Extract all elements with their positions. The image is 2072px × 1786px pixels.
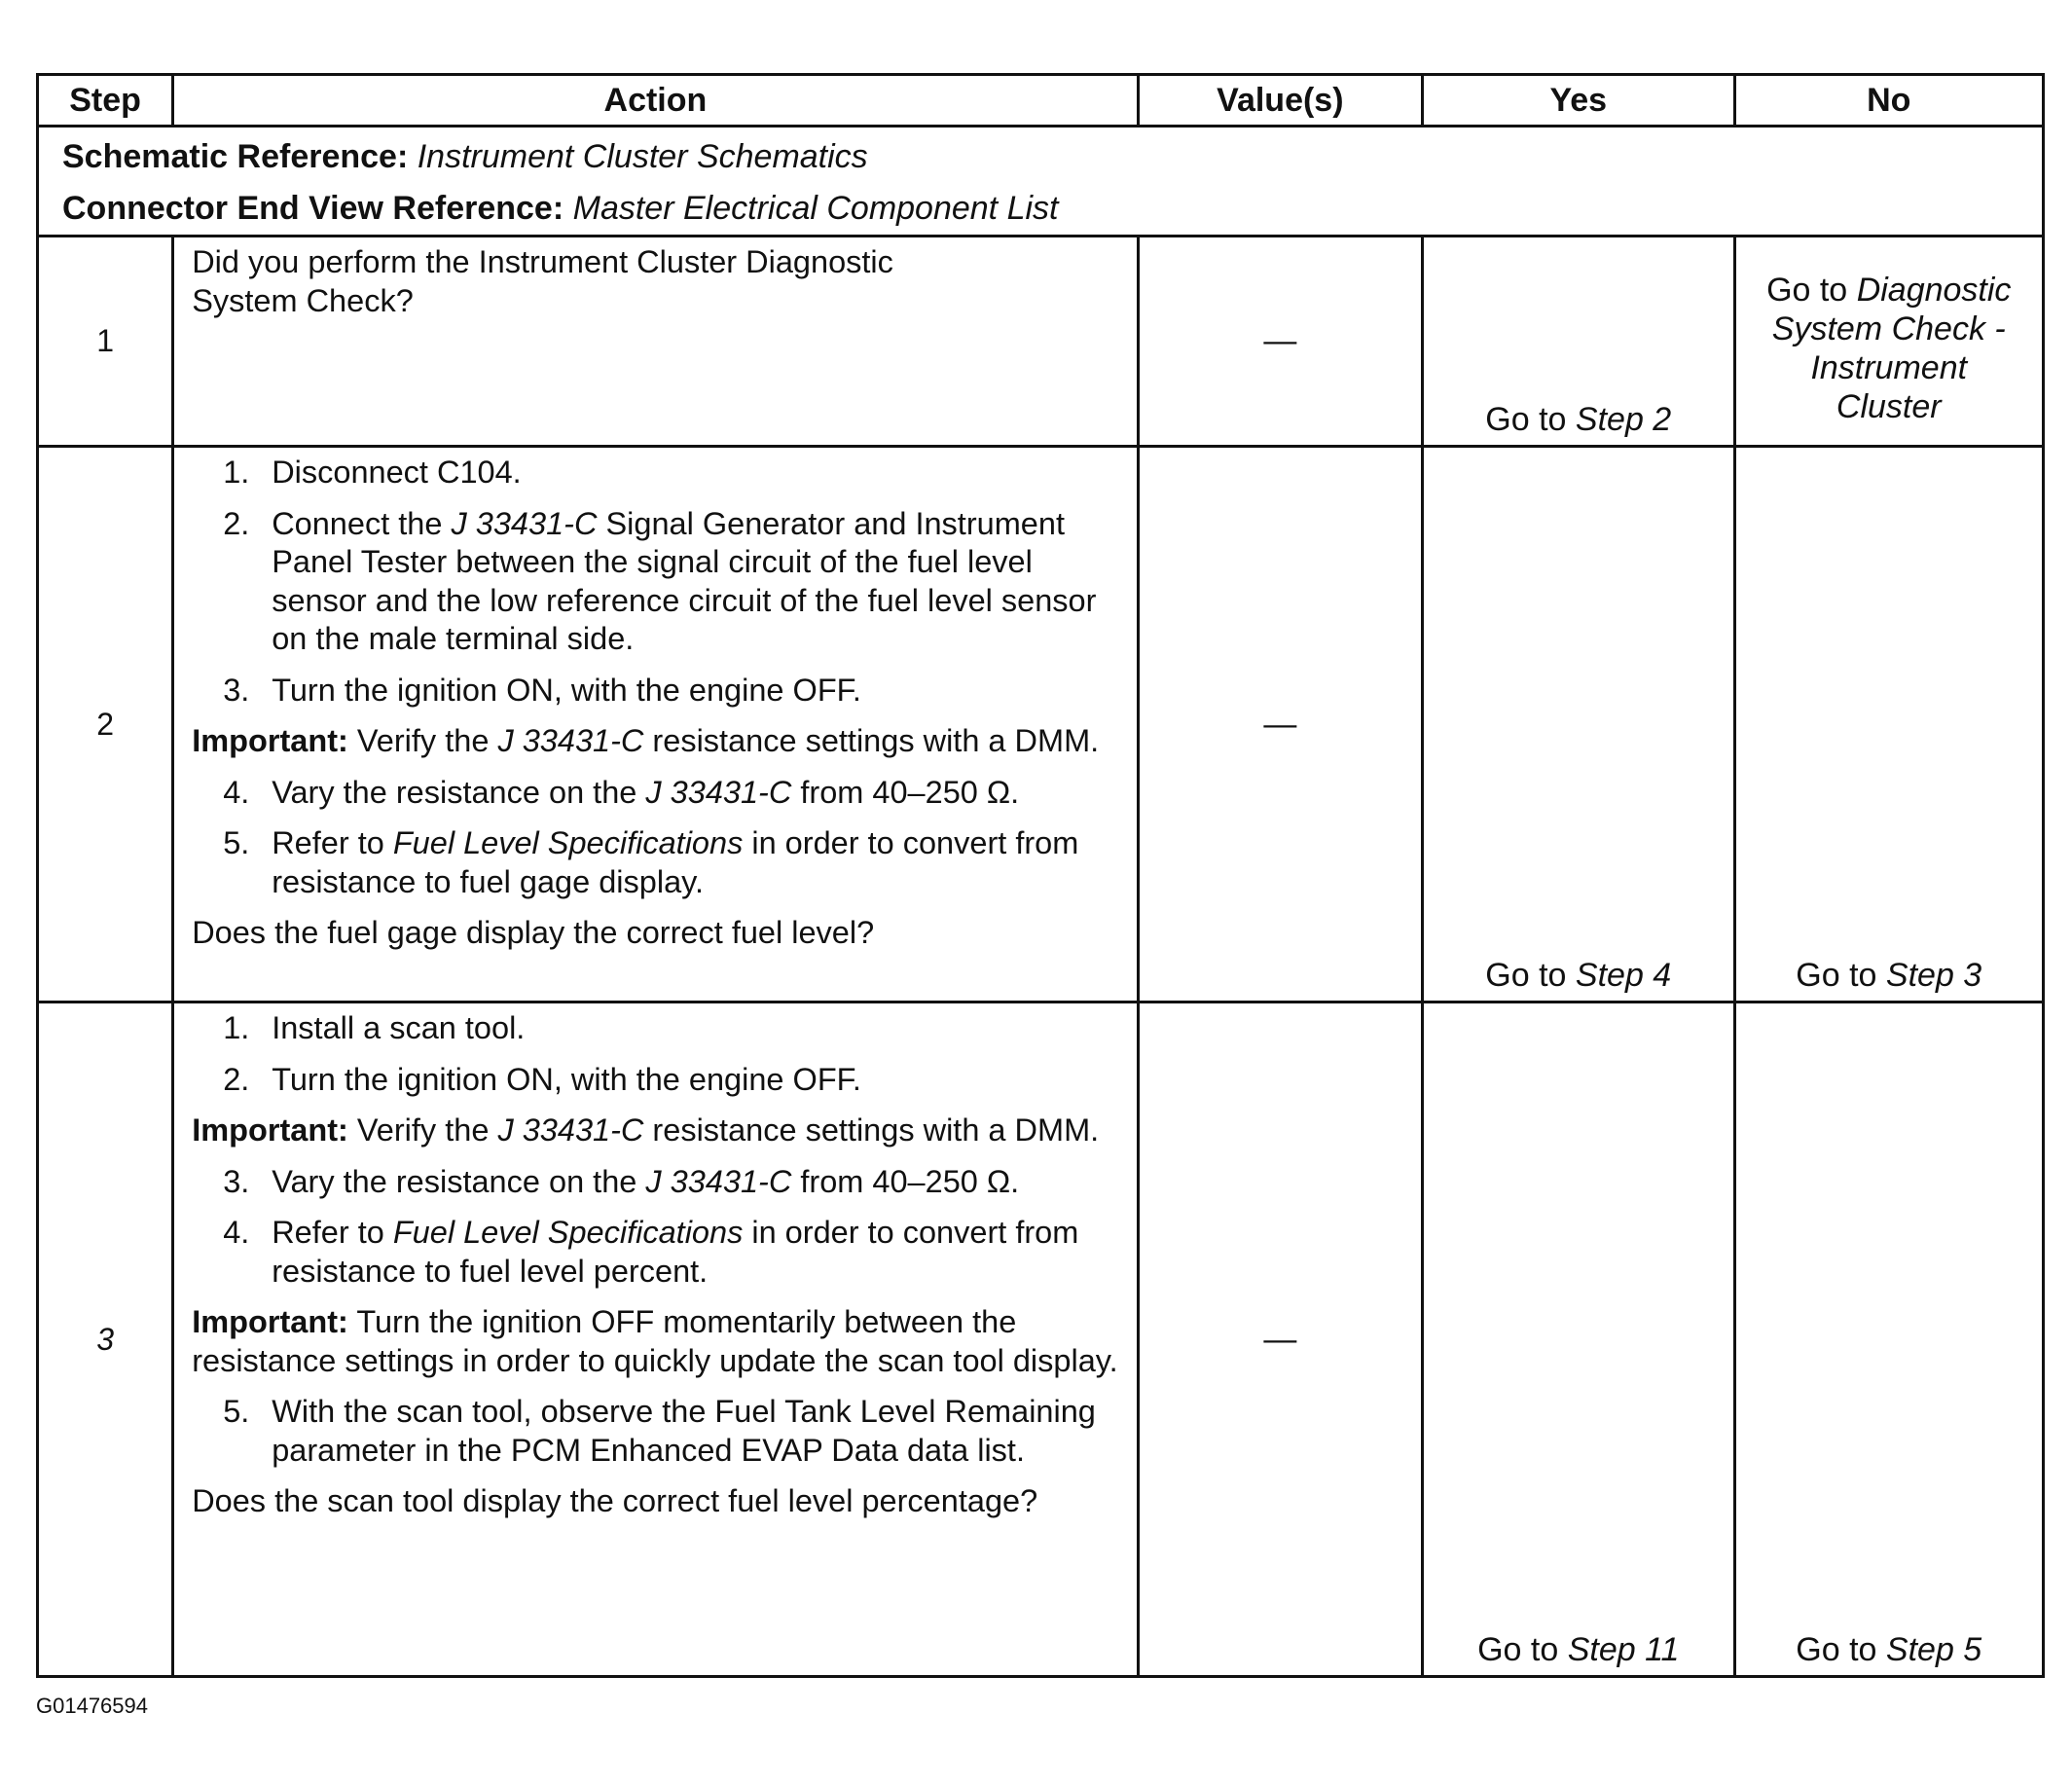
- step-number: 2: [38, 447, 173, 1002]
- step-number: 3: [38, 1002, 173, 1677]
- important-label: Important:: [192, 1112, 348, 1148]
- list-item: [192, 1214, 1124, 1291]
- yes-cell: [1423, 1002, 1734, 1677]
- connector-reference: [62, 183, 2042, 235]
- list-item: [192, 1163, 1124, 1202]
- schematic-reference-link[interactable]: Instrument Cluster Schematics: [417, 138, 868, 175]
- tool-name: J 33431-C: [645, 774, 792, 810]
- item-text: Vary the resistance on the: [272, 774, 646, 810]
- header-action: Action: [173, 75, 1138, 127]
- no-cell: [1734, 1002, 2044, 1677]
- diagnostic-table: [36, 73, 2045, 1678]
- header-step: Step: [38, 75, 173, 127]
- item-text: Vary the resistance on the: [272, 1163, 646, 1199]
- yes-cell: [1423, 237, 1734, 447]
- diagnostic-table-container: [36, 73, 2045, 1678]
- item-text: Refer to: [272, 1215, 393, 1250]
- no-cell: [1734, 237, 2044, 447]
- item-text: in order to convert from resistance to fuel gage display.: [272, 825, 1079, 899]
- item-text: from 40–250 Ω.: [791, 1163, 1020, 1199]
- item-text: Install a scan tool.: [272, 1010, 526, 1045]
- no-step-link[interactable]: Step 5: [1885, 1631, 1982, 1668]
- item-text: With the scan tool, observe the Fuel Tank Level Remaining parameter in the PCM Enhanced EVAP Data data list.: [272, 1394, 1096, 1468]
- note-text: resistance settings with a DMM.: [643, 1112, 1100, 1148]
- list-item: [192, 824, 1124, 901]
- figure-code: G01476594: [36, 1694, 148, 1718]
- item-number: 3.: [223, 1163, 250, 1199]
- list-item: [192, 454, 1124, 492]
- tool-name: J 33431-C: [497, 723, 644, 758]
- item-text: Connect the: [272, 505, 452, 541]
- action-cell: [173, 237, 1138, 447]
- table-row-step-3: [38, 1002, 2044, 1677]
- header-yes: Yes: [1423, 75, 1734, 127]
- item-number: 5.: [223, 1394, 250, 1429]
- go-to-text: Go to: [1796, 957, 1877, 994]
- list-item: [192, 1009, 1124, 1048]
- go-to-text: Go to: [1766, 271, 1848, 309]
- yes-step-link[interactable]: Step 4: [1575, 957, 1672, 994]
- value-cell: —: [1138, 447, 1422, 1002]
- important-note: [192, 1303, 1124, 1380]
- important-label: Important:: [192, 1304, 348, 1339]
- item-text: Signal Generator and Instrument Panel Tester between the signal circuit of the fuel level sensor and the low reference circuit of the fuel level sensor on the male terminal side.: [272, 505, 1097, 656]
- list-item: [192, 672, 1124, 711]
- header-row: [38, 75, 2044, 127]
- no-link-part[interactable]: Cluster: [1836, 387, 1942, 425]
- step-question: [192, 243, 1124, 320]
- go-to-text: Go to: [1796, 1631, 1877, 1668]
- header-values: Value(s): [1138, 75, 1422, 127]
- connector-reference-label: Connector End View Reference:: [62, 190, 564, 227]
- reference-row: [38, 127, 2044, 237]
- item-text: from 40–250 Ω.: [791, 774, 1020, 810]
- go-to-text: Go to: [1485, 401, 1567, 438]
- step-question: Does the fuel gage display the correct fuel level?: [192, 915, 875, 950]
- step-number: 1: [38, 237, 173, 447]
- connector-reference-link[interactable]: Master Electrical Component List: [572, 190, 1059, 227]
- tool-name: J 33431-C: [497, 1112, 644, 1148]
- step-question: Does the scan tool display the correct fuel level percentage?: [192, 1483, 1038, 1518]
- specifications-link[interactable]: Fuel Level Specifications: [392, 825, 744, 860]
- important-note: [192, 1112, 1124, 1150]
- go-to-text: Go to: [1485, 957, 1567, 994]
- item-number: 2.: [223, 505, 250, 541]
- item-number: 3.: [223, 672, 250, 708]
- no-cell: [1734, 447, 2044, 1002]
- item-text: Disconnect C104.: [272, 455, 522, 490]
- yes-step-link[interactable]: Step 2: [1575, 401, 1672, 438]
- action-cell: [173, 447, 1138, 1002]
- table-row-step-1: [38, 237, 2044, 447]
- header-no: No: [1734, 75, 2044, 127]
- tool-name: J 33431-C: [645, 1163, 792, 1199]
- item-number: 5.: [223, 825, 250, 860]
- item-text: in order to convert from resistance to fuel level percent.: [272, 1215, 1079, 1289]
- no-link-part[interactable]: System Check -: [1771, 310, 2006, 347]
- list-item: [192, 774, 1124, 813]
- list-item: [192, 1393, 1124, 1470]
- item-number: 1.: [223, 455, 250, 490]
- no-step-link[interactable]: Step 3: [1885, 957, 1982, 994]
- tool-name: J 33431-C: [451, 505, 598, 541]
- table-row-step-2: [38, 447, 2044, 1002]
- list-item: [192, 1061, 1124, 1100]
- item-text: Turn the ignition ON, with the engine OFF.: [272, 1061, 861, 1097]
- list-item: [192, 505, 1124, 659]
- value-cell: —: [1138, 1002, 1422, 1677]
- item-text: Refer to: [272, 825, 393, 860]
- yes-cell: [1423, 447, 1734, 1002]
- value-cell: —: [1138, 237, 1422, 447]
- note-text: Verify the: [347, 1112, 498, 1148]
- yes-step-link[interactable]: Step 11: [1567, 1631, 1680, 1668]
- reference-cell: [38, 127, 2044, 237]
- schematic-reference: [62, 131, 2042, 183]
- note-text: Turn the ignition OFF momentarily between the resistance settings in order to quickly update the scan tool display.: [192, 1304, 1118, 1378]
- question-line: Did you perform the Instrument Cluster Diagnostic: [192, 244, 893, 279]
- no-link-part[interactable]: Diagnostic: [1856, 271, 2012, 309]
- question-line: System Check?: [192, 282, 414, 318]
- important-note: [192, 722, 1124, 761]
- go-to-text: Go to: [1477, 1631, 1559, 1668]
- item-number: 4.: [223, 1215, 250, 1250]
- item-number: 4.: [223, 774, 250, 810]
- item-number: 1.: [223, 1010, 250, 1045]
- specifications-link[interactable]: Fuel Level Specifications: [392, 1215, 744, 1250]
- note-text: resistance settings with a DMM.: [643, 723, 1100, 758]
- item-text: Turn the ignition ON, with the engine OFF.: [272, 672, 861, 708]
- item-number: 2.: [223, 1061, 250, 1097]
- no-link-part[interactable]: Instrument: [1810, 348, 1968, 386]
- action-cell: [173, 1002, 1138, 1677]
- schematic-reference-label: Schematic Reference:: [62, 138, 409, 175]
- note-text: Verify the: [347, 723, 498, 758]
- important-label: Important:: [192, 723, 348, 758]
